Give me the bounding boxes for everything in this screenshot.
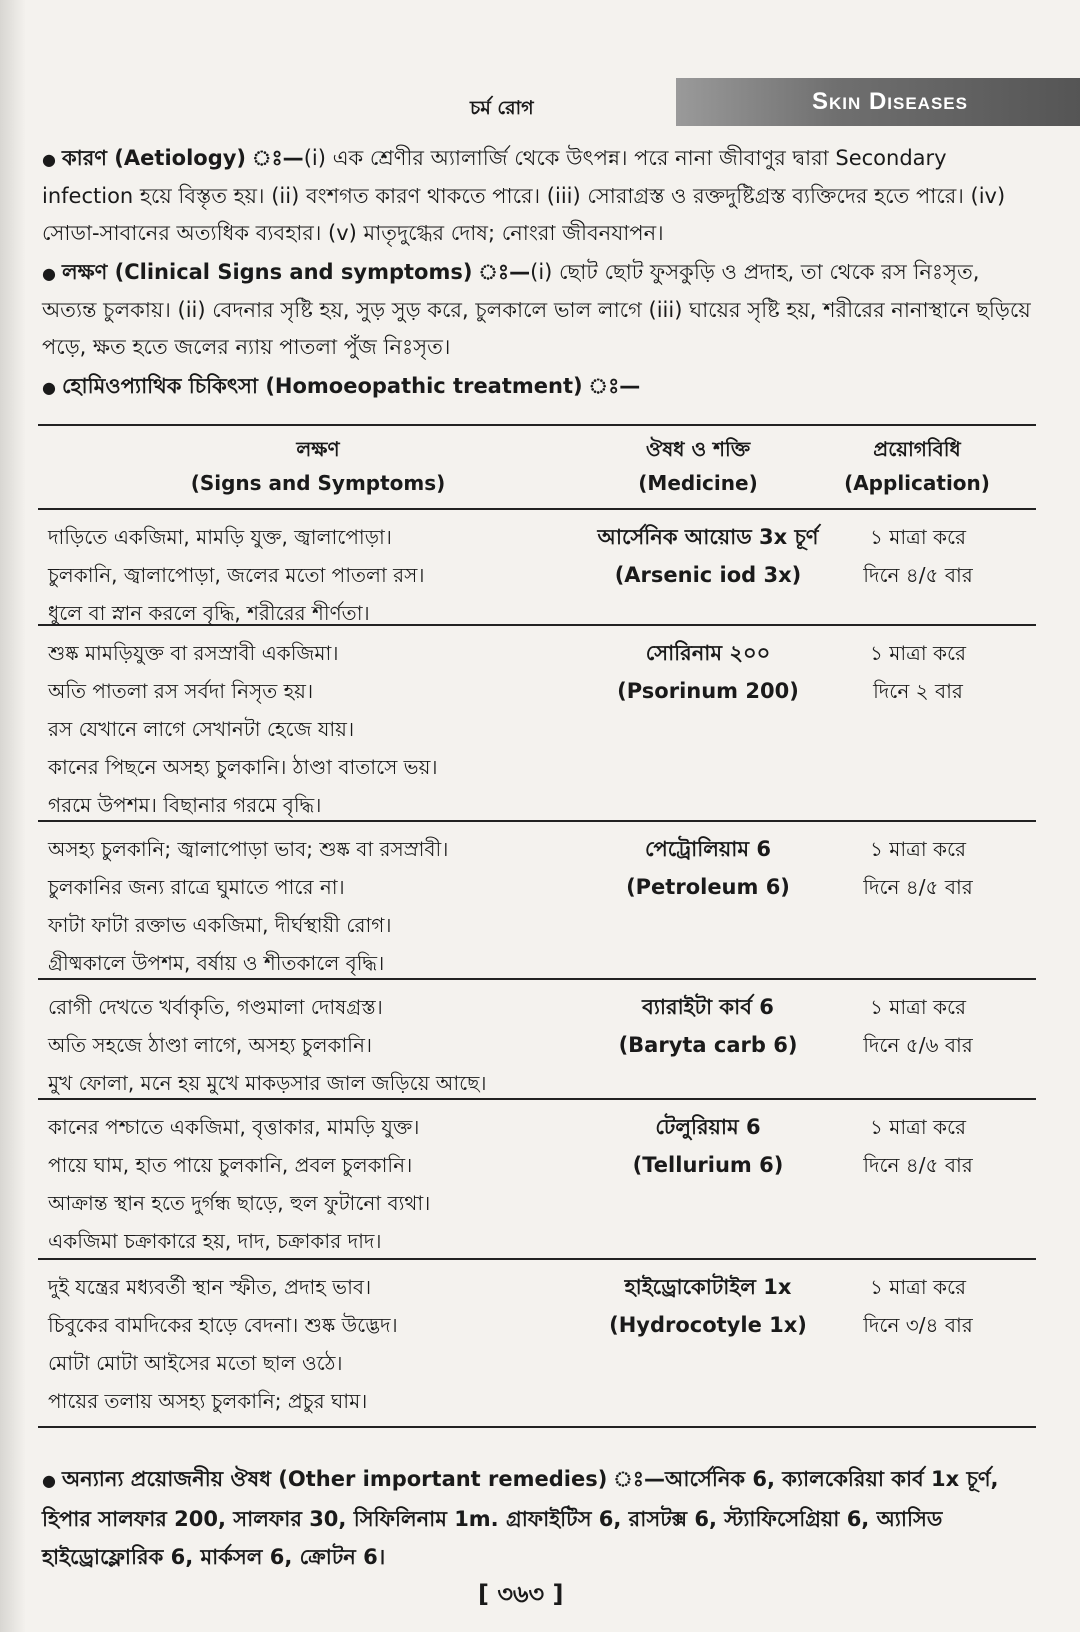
header-signs (38, 432, 598, 500)
medicine-cell (593, 518, 823, 594)
aetiology-label: কারণ (Aetiology) ঃ— (61, 146, 304, 170)
header-application (798, 432, 1036, 500)
sign-line: অসহ্য চুলকানি; জ্বালাপোড়া ভাব; শুষ্ক বা রসস্রাবী। (48, 837, 449, 861)
application-cell (803, 1268, 1033, 1344)
sign-line: রস যেখানে লাগে সেখানটা হেজে যায়। (48, 717, 355, 741)
medicine-en: (Petroleum 6) (626, 875, 790, 899)
bullet-icon: ● (42, 1471, 56, 1490)
bullet-icon: ● (42, 264, 56, 283)
dose: ১ মাত্রা করে (869, 525, 967, 549)
page-header-english: Skin Diseases (812, 88, 968, 115)
sign-line: দাড়িতে একজিমা, মামড়ি যুক্ত, জ্বালাপোড়া। (48, 525, 392, 549)
other-remedies-label: অন্যান্য প্রয়োজনীয় ঔষধ (Other important remedies) ঃ— (61, 1467, 666, 1491)
frequency: দিনে ৩/৪ বার (863, 1313, 973, 1337)
medicine-bn: টেলুরিয়াম 6 (655, 1115, 761, 1139)
medicine-bn: সোরিনাম ২০০ (645, 641, 771, 665)
header-medicine-en: (Medicine) (638, 471, 758, 495)
dose: ১ মাত্রা করে (869, 837, 967, 861)
sign-line: অতি পাতলা রস সর্বদা নিসৃত হয়। (48, 679, 314, 703)
application-cell (803, 1108, 1033, 1184)
signs-cell (48, 518, 608, 632)
table-row (38, 510, 1036, 626)
signs-cell (48, 830, 608, 982)
application-cell (803, 988, 1033, 1064)
header-signs-bn: লক্ষণ (296, 437, 340, 461)
application-cell (803, 830, 1033, 906)
sign-line: গরমে উপশম। বিছানার গরমে বৃদ্ধি। (48, 793, 322, 817)
table-header (38, 426, 1036, 510)
medicine-cell (593, 1268, 823, 1344)
sign-line: মুখ ফোলা, মনে হয় মুখে মাকড়সার জাল জড়িয়ে আছে। (48, 1071, 487, 1095)
bullet-icon: ● (42, 378, 56, 397)
page-number: [ ৩৬৩ ] (478, 1580, 564, 1608)
symptoms-text: (i) ছোট ছোট ফুসকুড়ি ও প্রদাহ, তা থেকে রস নিঃসৃত, অত্যন্ত চুলকায়। (ii) বেদনার সৃষ্টি হয়, সুড় সুড় করে, চুলকালে ভাল লাগে (iii) ঘায়ের সৃষ্টি হয়, শরীরের নানাস্থানে ছড়িয়ে পড়ে, ক্ষত হতে জলের ন্যায় পাতলা পুঁজ নিঃসৃত। (42, 260, 1031, 359)
page-edge-shadow (0, 0, 26, 1632)
header-medicine-bn: ঔষধ ও শক্তি (645, 437, 751, 461)
sign-line: একজিমা চক্রাকারে হয়, দাদ, চক্রাকার দাদ। (48, 1229, 382, 1253)
medicine-bn: ব্যারাইটা কার্ব 6 (642, 995, 774, 1019)
symptoms-label: লক্ষণ (Clinical Signs and symptoms) ঃ— (61, 260, 531, 284)
medicine-cell (593, 988, 823, 1064)
application-cell (803, 634, 1033, 710)
sign-line: রোগী দেখতে খর্বাকৃতি, গণ্ডমালা দোষগ্রস্ত। (48, 995, 383, 1019)
medicine-cell (593, 830, 823, 906)
signs-cell (48, 634, 608, 824)
bullet-icon: ● (42, 150, 56, 169)
medicine-bn: হাইড্রোকোটাইল 1x (624, 1275, 792, 1299)
sign-line: মোটা মোটা আইসের মতো ছাল ওঠে। (48, 1351, 343, 1375)
sign-line: চুলকানির জন্য রাত্রে ঘুমাতে পারে না। (48, 875, 345, 899)
sign-line: অতি সহজে ঠাণ্ডা লাগে, অসহ্য চুলকানি। (48, 1033, 373, 1057)
aetiology-text: (i) এক শ্রেণীর অ্যালার্জি থেকে উৎপন্ন। পরে নানা জীবাণুর দ্বারা Secondary infection হয়ে বিস্তৃত হয়। (ii) বংশগত কারণ থাকতে পারে। (iii) সোরাগ্রস্ত ও রক্তদুষ্টিগ্রস্ত ব্যক্তিদের হতে পারে। (iv) সোডা-সাবানের অত্যধিক ব্যবহার। (v) মাতৃদুগ্ধের দোষ; নোংরা জীবনযাপন। (42, 146, 1006, 245)
signs-cell (48, 988, 608, 1102)
header-application-bn: প্রয়োগবিধি (873, 437, 961, 461)
frequency: দিনে ৪/৫ বার (863, 875, 973, 899)
aetiology-paragraph (42, 140, 1032, 252)
medicine-en: (Arsenic iod 3x) (614, 563, 802, 587)
treatment-heading-line (42, 368, 1032, 406)
table-row (38, 626, 1036, 822)
sign-line: ফাটা ফাটা রক্তাভ একজিমা, দীর্ঘস্থায়ী রোগ। (48, 913, 392, 937)
table-row (38, 1100, 1036, 1260)
application-cell (803, 518, 1033, 594)
medicine-cell (593, 634, 823, 710)
signs-cell (48, 1108, 608, 1260)
sign-line: আক্রান্ত স্থান হতে দুর্গন্ধ ছাড়ে, হুল ফুটানো ব্যথা। (48, 1191, 431, 1215)
other-remedies-paragraph (42, 1460, 1042, 1576)
table-row (38, 980, 1036, 1100)
medicine-en: (Psorinum 200) (617, 679, 799, 703)
dose: ১ মাত্রা করে (869, 995, 967, 1019)
frequency: দিনে ৪/৫ বার (863, 563, 973, 587)
medicine-cell (593, 1108, 823, 1184)
header-application-en: (Application) (844, 471, 990, 495)
dose: ১ মাত্রা করে (869, 1275, 967, 1299)
dose: ১ মাত্রা করে (869, 641, 967, 665)
medicine-bn: পেট্রোলিয়াম 6 (645, 837, 771, 861)
sign-line: ধুলে বা স্নান করলে বৃদ্ধি, শরীরের শীর্ণতা। (48, 601, 370, 625)
sign-line: শুষ্ক মামড়িযুক্ত বা রসস্রাবী একজিমা। (48, 641, 339, 665)
frequency: দিনে ৪/৫ বার (863, 1153, 973, 1177)
medicine-en: (Hydrocotyle 1x) (609, 1313, 807, 1337)
frequency: দিনে ২ বার (873, 679, 963, 703)
medicine-en: (Tellurium 6) (632, 1153, 784, 1177)
sign-line: চিবুকের বামদিকের হাড়ে বেদনা। শুষ্ক উদ্ভেদ। (48, 1313, 398, 1337)
frequency: দিনে ৫/৬ বার (863, 1033, 973, 1057)
dose: ১ মাত্রা করে (869, 1115, 967, 1139)
header-medicine (598, 432, 798, 500)
header-signs-en: (Signs and Symptoms) (190, 471, 446, 495)
symptoms-paragraph (42, 254, 1032, 366)
sign-line: গ্রীষ্মকালে উপশম, বর্ষায় ও শীতকালে বৃদ্ধি। (48, 951, 385, 975)
sign-line: পায়ে ঘাম, হাত পায়ে চুলকানি, প্রবল চুলকানি। (48, 1153, 413, 1177)
sign-line: পায়ের তলায় অসহ্য চুলকানি; প্রচুর ঘাম। (48, 1389, 368, 1413)
treatment-heading: হোমিওপ্যাথিক চিকিৎসা (Homoeopathic treatment) ঃ— (61, 374, 641, 398)
treatment-table (38, 424, 1036, 1428)
table-row (38, 822, 1036, 980)
other-remedies-text: আর্সেনিক 6, ক্যালকেরিয়া কার্ব 1x চূর্ণ, হিপার সালফার 200, সালফার 30, সিফিলিনাম 1m. গ্রাফাইটিস 6, রাসটক্স 6, স্ট্যাফিসেগ্রিয়া 6, অ্যাসিড হাইড্রোফ্লোরিক 6, মার্কসল 6, ক্রোটন 6। (42, 1467, 999, 1569)
sign-line: কানের পিছনে অসহ্য চুলকানি। ঠাণ্ডা বাতাসে ভয়। (48, 755, 438, 779)
page-header-bengali: চর্ম রোগ (470, 97, 534, 119)
medicine-en: (Baryta carb 6) (618, 1033, 798, 1057)
sign-line: কানের পশ্চাতে একজিমা, বৃত্তাকার, মামড়ি যুক্ত। (48, 1115, 420, 1139)
sign-line: চুলকানি, জ্বালাপোড়া, জলের মতো পাতলা রস। (48, 563, 425, 587)
sign-line: দুই যন্ত্রের মধ্যবর্তী স্থান স্ফীত, প্রদাহ ভাব। (48, 1275, 372, 1299)
signs-cell (48, 1268, 608, 1420)
medicine-bn: আর্সেনিক আয়োড 3x চূর্ণ (597, 525, 819, 549)
table-row (38, 1260, 1036, 1428)
